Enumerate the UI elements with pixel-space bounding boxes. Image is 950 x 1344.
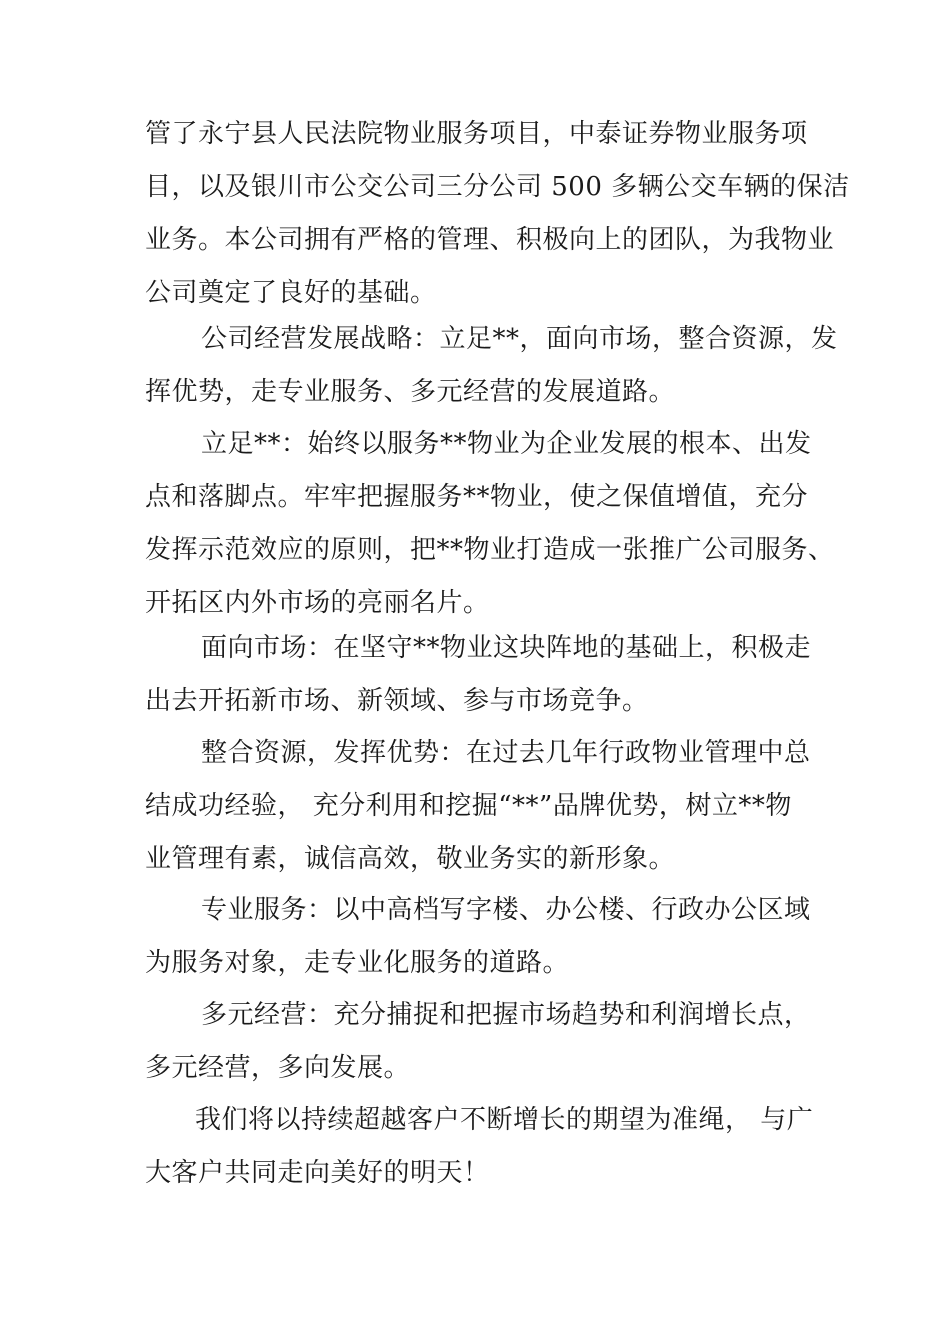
paragraph-continuation (145, 108, 850, 320)
text-line: 点和落脚点。牢牢把握服务**物业，使之保值增值，充分 (145, 482, 809, 512)
text-line: 发挥示范效应的原则，把**物业打造成一张推广公司服务、 (145, 535, 835, 565)
paragraph-foundation (145, 418, 835, 630)
text-line: 立足**：始终以服务**物业为企业发展的根本、出发 (201, 429, 812, 459)
text-line: 整合资源，发挥优势：在过去几年行政物业管理中总 (201, 738, 811, 768)
text-line: 出去开拓新市场、新领域、参与市场竞争。 (145, 686, 649, 716)
paragraph-professional (145, 884, 815, 990)
text-line: 挥优势，走专业服务、多元经营的发展道路。 (145, 377, 676, 407)
text-line: 开拓区内外市场的亮丽名片。 (145, 588, 490, 618)
paragraph-strategy (145, 313, 838, 419)
text-line: 业务。本公司拥有严格的管理、积极向上的团队，为我物业 (145, 225, 835, 255)
text-line: 结成功经验， 充分利用和挖掘“**”品牌优势，树立**物 (145, 791, 792, 821)
text-line: 我们将以持续超越客户不断增长的期望为准绳， 与广 (195, 1105, 814, 1135)
text-line: 面向市场：在坚守**物业这块阵地的基础上，积极走 (201, 633, 812, 663)
text-line: 专业服务：以中高档写字楼、办公楼、行政办公区域 (201, 895, 811, 925)
paragraph-market (145, 622, 815, 728)
text-line: 管了永宁县人民法院物业服务项目，中泰证券物业服务项 (145, 119, 808, 149)
text-line: 大客户共同走向美好的明天！ (145, 1158, 490, 1188)
text-line: 为服务对象，走专业化服务的道路。 (145, 948, 570, 978)
text-line: 多元经营，多向发展。 (145, 1053, 411, 1083)
paragraph-diversified (145, 989, 815, 1095)
text-line: 公司经营发展战略：立足**，面向市场，整合资源，发 (201, 324, 838, 354)
text-line: 多元经营：充分捕捉和把握市场趋势和利润增长点， (201, 1000, 811, 1030)
paragraph-resources (145, 727, 815, 886)
text-line: 业管理有素，诚信高效，敬业务实的新形象。 (145, 844, 676, 874)
text-line: 目，以及银川市公交公司三分公司 500 多辆公交车辆的保洁 (145, 172, 850, 202)
paragraph-closing (145, 1094, 815, 1200)
text-line: 公司奠定了良好的基础。 (145, 278, 437, 308)
